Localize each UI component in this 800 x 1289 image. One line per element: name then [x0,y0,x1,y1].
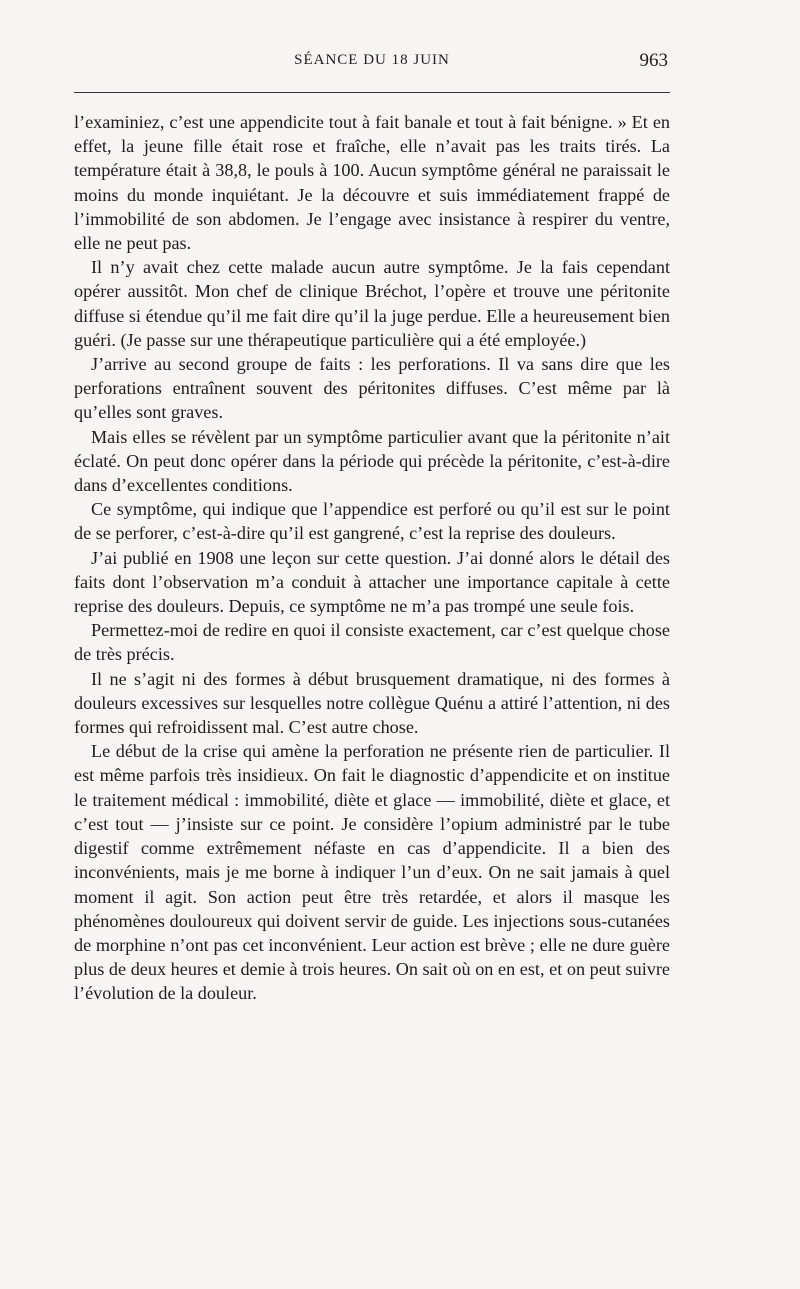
paragraph: J’arrive au second groupe de faits : les perforations. Il va sans dire que les perforations entraînent souvent des péritonites diffuses. C’est même par là qu’elles sont graves. [74,354,670,423]
header-title: SÉANCE DU 18 JUIN [294,52,450,68]
paragraph: Le début de la crise qui amène la perforation ne présente rien de particulier. Il est même parfois très insidieux. On fait le diagnostic d’appendicite et on institue le traitement médical : immobilité, diète et glace — immobilité, diète et glace, et c’est tout — j’insiste sur ce point. Je considère l’opium administré par le tube digestif comme extrêmement néfaste en cas d’appendicite. Il a bien des inconvénients, mais je me borne à indiquer l’un d’eux. On ne sait jamais à quel moment il agit. Son action peut être très retardée, et alors il masque les phénomènes douloureux qui doivent servir de guide. Les injections sous-cutanées de morphine n’ont pas cet inconvénient. Leur action est brève ; elle ne dure guère plus de deux heures et demie à trois heures. On sait où on en est, et on peut suivre l’évolution de la douleur. [74,741,670,1004]
paragraph: Il n’y avait chez cette malade aucun autre symptôme. Je la fais cependant opérer aussitôt. Mon chef de clinique Bréchot, l’opère et trouve une péritonite diffuse si étendue qu’il me fait dire qu’il la juge perdue. Elle a heureusement bien guéri. (Je passe sur une thérapeutique particulière qui a été employée.) [74,257,670,350]
paragraph: Permettez-moi de redire en quoi il consiste exactement, car c’est quelque chose de très précis. [74,620,670,665]
paragraph-continuation: l’examiniez, c’est une appendicite tout à fait banale et tout à fait bénigne. » Et en effet, la jeune fille était rose et fraîche, elle n’avait pas les traits tirés. La température était à 38,8, le pouls à 100. Aucun symptôme général ne paraissait le moins du monde inquiétant. Je la découvre et suis immédiatement frappé de l’immobilité de son abdomen. Je l’engage avec insistance à respirer du ventre, elle ne peut pas. [74,112,670,254]
paragraph: J’ai publié en 1908 une leçon sur cette question. J’ai donné alors le détail des faits dont l’observation m’a conduit à attacher une importance capitale à cette reprise des douleurs. Depuis, ce symptôme ne m’a pas trompé une seule fois. [74,547,670,617]
page [74,0,670,1289]
paragraph: Mais elles se révèlent par un symptôme particulier avant que la péritonite n’ait éclaté. On peut donc opérer dans la période qui précède la péritonite, c’est-à-dire dans d’excellentes conditions. [74,426,670,496]
page-number: 963 [639,50,668,71]
running-header [74,48,670,84]
paragraph: Ce symptôme, qui indique que l’appendice est perforé ou qu’il est sur le point de se perforer, c’est-à-dire qu’il est gangrené, c’est la reprise des douleurs. [74,499,670,544]
header-rule [74,92,670,93]
paragraph: Il ne s’agit ni des formes à début brusquement dramatique, ni des formes à douleurs excessives sur lesquelles notre collègue Quénu a attiré l’attention, ni des formes qui refroidissent mal. C’est autre chose. [74,668,670,738]
body-text [74,110,670,1006]
